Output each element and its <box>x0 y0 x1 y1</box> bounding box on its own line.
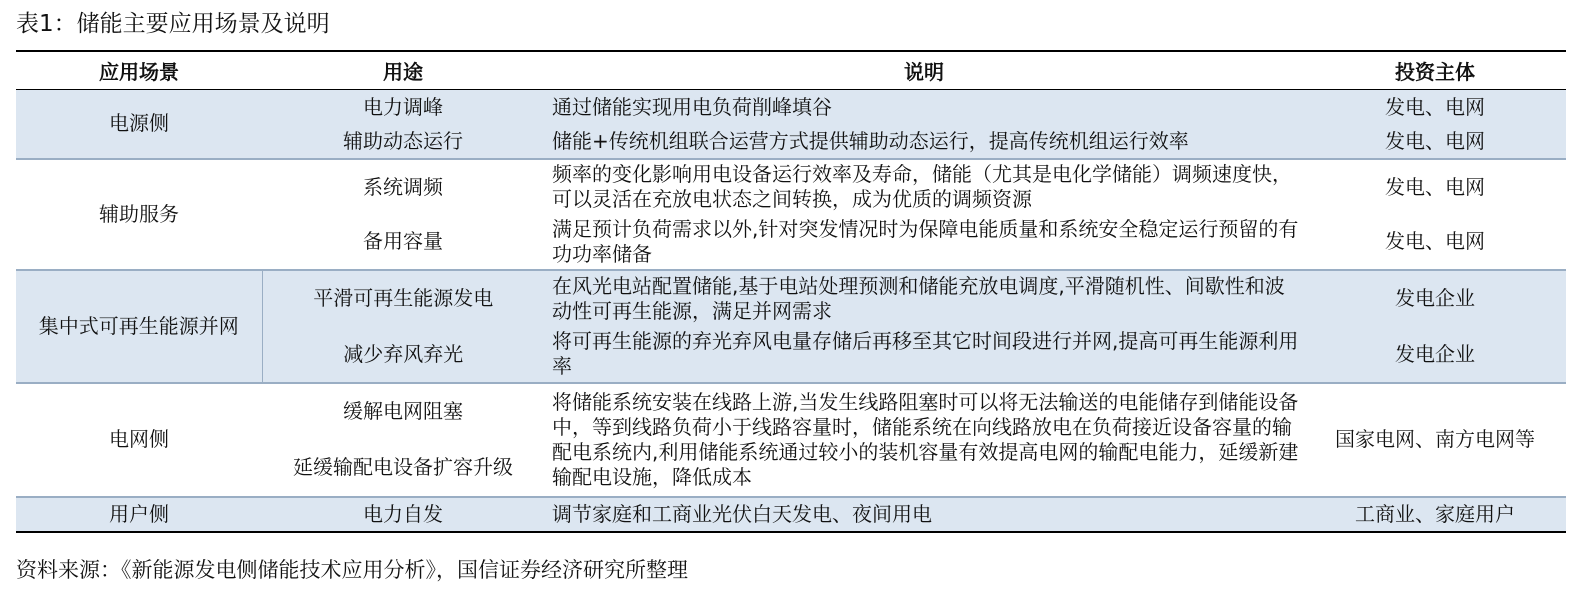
storage-scenarios-table <box>16 50 1566 533</box>
table-row <box>16 270 1566 327</box>
use-cell: 电力调峰 <box>262 90 544 125</box>
scene-cell: 电源侧 <box>16 90 262 159</box>
use-cell: 平滑可再生能源发电 <box>262 270 544 327</box>
header-desc: 说明 <box>544 51 1304 90</box>
use-cell: 缓解电网阻塞 <box>262 383 544 440</box>
investor-cell: 工商业、家庭用户 <box>1304 497 1566 532</box>
table-header-row <box>16 51 1566 90</box>
table-row <box>16 159 1566 215</box>
desc-cell: 将储能系统安装在线路上游,当发生线路阻塞时可以将无法输送的电能储存到储能设备中，等到线路负荷小于线路容量时，储能系统在向线路放电在负荷接近设备容量的输配电系统内,利用储能系统通过较小的装机容量有效提高电网的输配电能力，延缓新建输配电设施，降低成本 <box>544 383 1304 497</box>
table-row <box>16 383 1566 440</box>
scene-cell: 集中式可再生能源并网 <box>16 270 262 383</box>
use-cell: 电力自发 <box>262 497 544 532</box>
header-investor: 投资主体 <box>1304 51 1566 90</box>
use-cell: 系统调频 <box>262 159 544 215</box>
desc-cell: 调节家庭和工商业光伏白天发电、夜间用电 <box>544 497 1304 532</box>
investor-cell: 发电、电网 <box>1304 215 1566 270</box>
source-note: 资料来源：《新能源发电侧储能技术应用分析》，国信证券经济研究所整理 <box>16 558 688 582</box>
investor-cell: 发电企业 <box>1304 270 1566 327</box>
desc-cell: 储能+传统机组联合运营方式提供辅助动态运行，提高传统机组运行效率 <box>544 125 1304 159</box>
investor-cell: 发电、电网 <box>1304 159 1566 215</box>
desc-cell: 满足预计负荷需求以外,针对突发情况时为保障电能质量和系统安全稳定运行预留的有功功率储备 <box>544 215 1304 270</box>
scene-cell: 电网侧 <box>16 383 262 497</box>
desc-cell: 通过储能实现用电负荷削峰填谷 <box>544 90 1304 125</box>
table-row <box>16 90 1566 125</box>
scene-cell: 用户侧 <box>16 497 262 532</box>
desc-cell: 频率的变化影响用电设备运行效率及寿命，储能（尤其是电化学储能）调频速度快，可以灵活在充放电状态之间转换，成为优质的调频资源 <box>544 159 1304 215</box>
use-cell: 备用容量 <box>262 215 544 270</box>
desc-cell: 在风光电站配置储能,基于电站处理预测和储能充放电调度,平滑随机性、间歇性和波动性可再生能源，满足并网需求 <box>544 270 1304 327</box>
use-cell: 减少弃风弃光 <box>262 327 544 383</box>
investor-cell: 发电、电网 <box>1304 90 1566 125</box>
investor-cell: 国家电网、南方电网等 <box>1304 383 1566 497</box>
investor-cell: 发电、电网 <box>1304 125 1566 159</box>
header-use: 用途 <box>262 51 544 90</box>
use-cell: 辅助动态运行 <box>262 125 544 159</box>
use-cell: 延缓输配电设备扩容升级 <box>262 440 544 497</box>
investor-cell: 发电企业 <box>1304 327 1566 383</box>
scene-cell: 辅助服务 <box>16 159 262 270</box>
table-caption: 表1：储能主要应用场景及说明 <box>16 11 330 37</box>
desc-cell: 将可再生能源的弃光弃风电量存储后再移至其它时间段进行并网,提高可再生能源利用率 <box>544 327 1304 383</box>
header-scene: 应用场景 <box>16 51 262 90</box>
table-row <box>16 497 1566 532</box>
